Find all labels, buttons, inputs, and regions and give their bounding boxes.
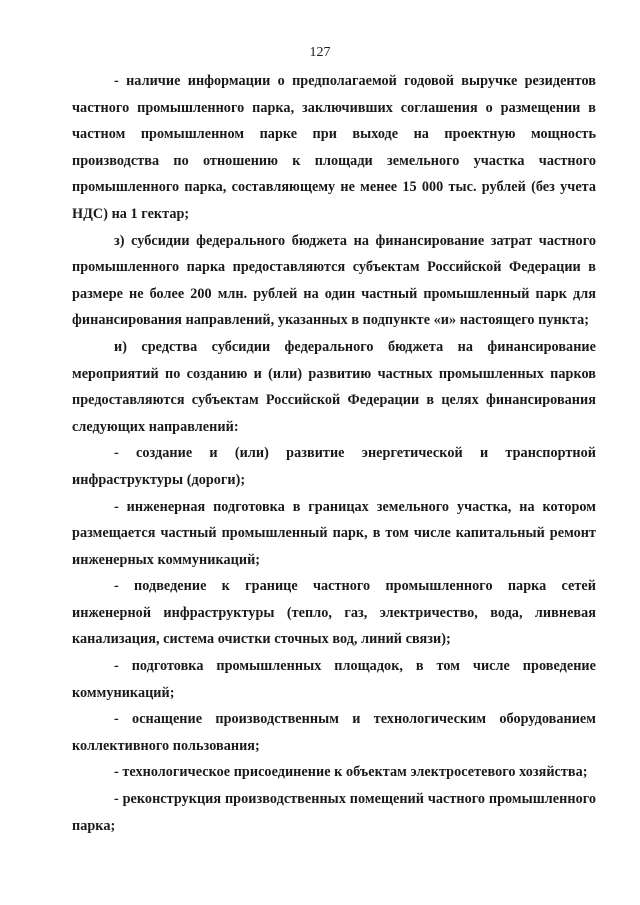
paragraph-z-subsidy-limit: з) субсидии федерального бюджета на финансирование затрат частного промышленного парка предоставляются субъектам Российской Федерации в размере не более 200 млн. рублей на один частный промышленный парк для финансирования направлений, указанных в подпункте «и» настоящего пункта; <box>72 232 596 329</box>
paragraph-reconstruction: - реконструкция производственных помещений частного промышленного парка; <box>72 791 596 834</box>
paragraph-utility-networks: - подведение к границе частного промышленного парка сетей инженерной инфраструктуры (тепло, газ, электричество, вода, ливневая канализация, система очистки сточных вод, линий связи); <box>72 578 596 648</box>
paragraph-energy-transport: - создание и (или) развитие энергетической и транспортной инфраструктуры (дороги); <box>72 445 596 488</box>
paragraph-grid-connection: - технологическое присоединение к объектам электросетевого хозяйства; <box>114 764 588 781</box>
page-number: 127 <box>309 45 331 60</box>
paragraph-i-subsidy-directions: и) средства субсидии федерального бюджета на финансирование мероприятий по созданию и (или) развитию частных промышленных парков предоставляются субъектам Российской Федерации в целях финансирования следующих направлений: <box>72 338 596 435</box>
paragraph-revenue-info: - наличие информации о предполагаемой годовой выручке резидентов частного промышленного парка, заключивших соглашения о размещении в частном промышленном парке при выходе на проектную мощность производства по отношению к площади земельного участка частного промышленного парка, составляющему не менее 15 000 тыс. рублей (без учета НДС) на 1 гектар; <box>72 73 596 222</box>
paragraph-site-preparation: - подготовка промышленных площадок, в том числе проведение коммуникаций; <box>72 658 596 701</box>
document-body <box>72 68 596 839</box>
paragraph-shared-equipment: - оснащение производственным и технологическим оборудованием коллективного пользования; <box>72 711 596 754</box>
paragraph-engineering-prep: - инженерная подготовка в границах земельного участка, на котором размещается частный промышленный парк, в том числе капитальный ремонт инженерных коммуникаций; <box>72 498 596 568</box>
